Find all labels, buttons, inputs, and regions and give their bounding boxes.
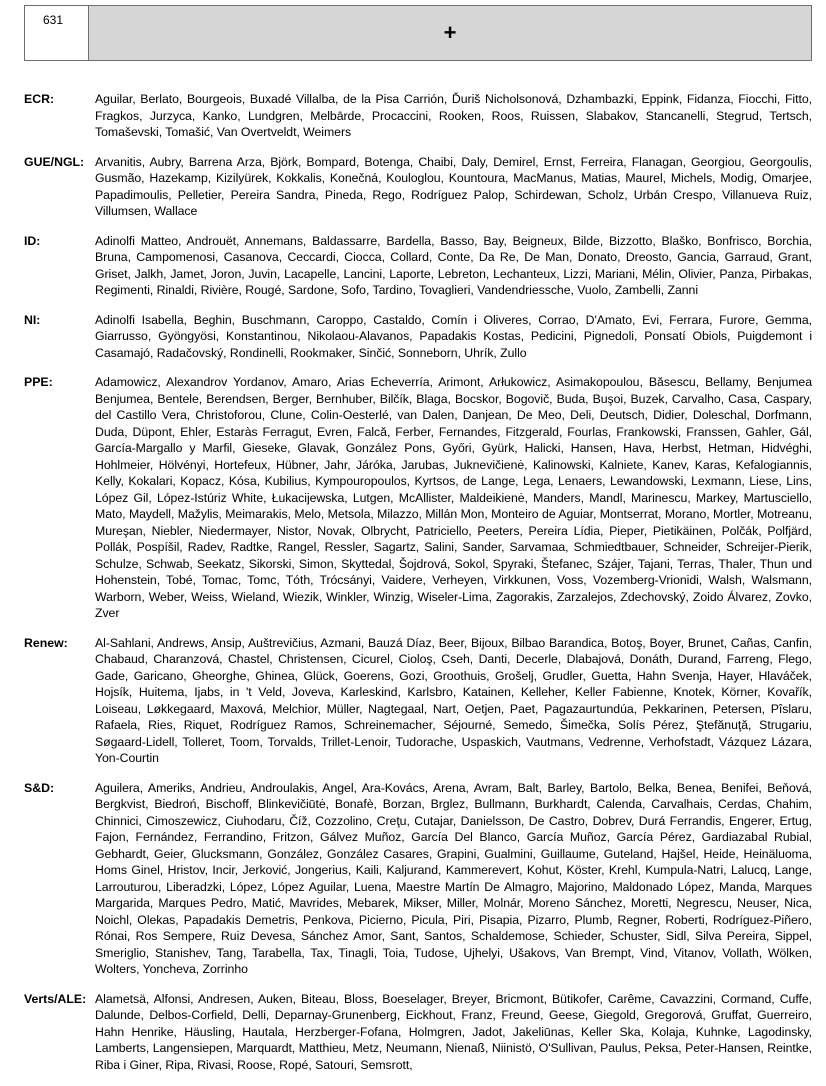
vote-result: +: [89, 6, 811, 60]
group-name: NI:: [24, 312, 41, 327]
group-verts-ale: [24, 991, 812, 1074]
vote-number: 631: [25, 6, 89, 60]
group-s-and-d: [24, 780, 812, 978]
group-members: Aguilar, Berlato, Bourgeois, Buxadé Villalba, de la Pisa Carrión, Ďuriš Nicholsonová, Dzhambazki, Eppink, Fidanza, Fiocchi, Fitto, Fragkos, Jurzyca, Kanko, Lundgren, Melbārde, Procaccini, Rooken, Roos, Ruissen, Slabakov, Stancanelli, Stegrud, Tertsch, Tomaševski, Tomašić, Van Overtveldt, Weimers: [95, 92, 812, 139]
group-members: Al-Sahlani, Andrews, Ansip, Auštrevičius, Azmani, Bauzá Díaz, Beer, Bijoux, Bilbao Barandica, Botoş, Boyer, Brunet, Cañas, Canfin, Chabaud, Charanzová, Chastel, Christensen, Cicurel, Cioloş, Cseh, Danti, Decerle, Dlabajová, Donáth, Durand, Farreng, Flego, Gade, Garicano, Gheorghe, Ghinea, Glück, Goerens, Gozi, Groothuis, Grošelj, Grudler, Guetta, Hahn Svenja, Hayer, Hlaváček, Hojsík, Huitema, Ijabs, in 't Veld, Joveva, Karleskind, Karlsbro, Katainen, Kelleher, Keller Fabienne, Knotek, Körner, Kovařík, Loiseau, Løkkegaard, Maxová, Melchior, Müller, Nagtegaal, Nart, Oetjen, Paet, Pagazaurtundúa, Pekkarinen, Petersen, Pîslaru, Rafaela, Ries, Riquet, Rodríguez Ramos, Schreinemacher, Séjourné, Semedo, Šimečka, Solís Pérez, Ştefănuţă, Strugariu, Søgaard-Lidell, Tolleret, Toom, Torvalds, Trillet-Lenoir, Tudorache, Uspaskich, Vautmans, Vedrenne, Verhofstadt, Vázquez Lázara, Yon-Courtin: [95, 635, 812, 765]
group-name: Verts/ALE:: [24, 991, 87, 1006]
vote-header: [24, 5, 812, 61]
group-name: PPE:: [24, 375, 53, 389]
group-name: S&D:: [24, 780, 55, 795]
group-members: Adinolfi Isabella, Beghin, Buschmann, Caroppo, Castaldo, Comín i Oliveres, Corrao, D'Amato, Evi, Ferrara, Furore, Gemma, Giarrusso, Gyöngyösi, Konstantinou, Nikolaou-Alavanos, Papadakis Kostas, Pedicini, Pignedoli, Ponsatí Obiols, Puigdemont i Casamajó, Radačovský, Rondinelli, Rookmaker, Sinčić, Sonneborn, Uhrík, Zullo: [95, 312, 812, 360]
group-name: ECR:: [24, 92, 55, 106]
group-list: [24, 91, 812, 1086]
group-name: ID:: [24, 233, 41, 248]
group-members: Arvanitis, Aubry, Barrena Arza, Björk, Bompard, Botenga, Chaibi, Daly, Demirel, Ernst, Ferreira, Flanagan, Georgiou, Georgoulis, Gusmão, Hazekamp, Kizilyürek, Kokkalis, Konečná, Kouloglou, Kountoura, MacManus, Matias, Maurel, Michels, Modig, Omarjee, Papadimoulis, Pelletier, Pereira Sandra, Pineda, Rego, Rodríguez Palop, Schirdewan, Scholz, Urbán Crespo, Villanueva Ruiz, Villumsen, Wallace: [95, 154, 812, 218]
group-members: Aguilera, Ameriks, Andrieu, Androulakis, Angel, Ara-Kovács, Arena, Avram, Balt, Barley, Bartolo, Belka, Benea, Benifei, Beňová, Bergkvist, Biedroń, Bischoff, Blinkevičiūtė, Bonafè, Borzan, Brglez, Bullmann, Burkhardt, Calenda, Carvalhais, Cerdas, Chahim, Chinnici, Cimoszewicz, Ciuhodaru, Číž, Cozzolino, Creţu, Cutajar, Danielsson, De Castro, Dobrev, Durá Ferrandis, Engerer, Ertug, Fajon, Fernández, Ferrandino, Fritzon, Gálvez Muñoz, García Del Blanco, García Muñoz, García Pérez, Gardiazabal Rubial, Gebhardt, Geier, Glucksmann, González, González Casares, Grapini, Gualmini, Guillaume, Guteland, Hajšel, Heide, Heinäluoma, Homs Ginel, Hristov, Incir, Jerković, Jongerius, Kaili, Kaljurand, Kammerevert, Kohut, Köster, Krehl, Kumpula-Natri, Lalucq, Lange, Larrouturou, Liberadzki, López, López Aguilar, Luena, Maestre Martín De Almagro, Majorino, Maldonado López, Manda, Marques Margarida, Marques Pedro, Matić, Mavrides, Mebarek, Mikser, Miller, Molnár, Moreno Sánchez, Moretti, Negrescu, Neuser, Nica, Noichl, Olekas, Papadakis Demetris, Penkova, Picierno, Picula, Piri, Pisapia, Pizarro, Plumb, Regner, Roberti, Rodríguez-Piñero, Rónai, Ros Sempere, Ruiz Devesa, Sánchez Amor, Sant, Santos, Schaldemose, Schieder, Schuster, Sidl, Silva Pereira, Sippel, Smeriglio, Stanishev, Tang, Tarabella, Tax, Tinagli, Toia, Tudose, Ujhelyi, Ušakovs, Van Brempt, Vind, Vitanov, Vollath, Wölken, Wolters, Yoncheva, Zorrinho: [95, 780, 812, 976]
group-ni: [24, 312, 812, 362]
group-id: [24, 233, 812, 299]
group-members: Adinolfi Matteo, Androuët, Annemans, Baldassarre, Bardella, Basso, Bay, Beigneux, Bilde, Bizzotto, Blaško, Bonfrisco, Borchia, Bruna, Campomenosi, Casanova, Ceccardi, Ciocca, Collard, Conte, Da Re, De Man, Donato, Dreosto, Gancia, Garraud, Grant, Griset, Jalkh, Jamet, Joron, Juvin, Lacapelle, Lancini, Laporte, Lebreton, Lechanteux, Lizzi, Mariani, Mélin, Olivier, Panza, Pirbakas, Regimenti, Rinaldi, Rivière, Rougé, Sardone, Sofo, Tardino, Tovaglieri, Vandendriessche, Vuolo, Zambelli, Zanni: [95, 233, 812, 297]
group-members: Adamowicz, Alexandrov Yordanov, Amaro, Arias Echeverría, Arimont, Arłukowicz, Asimakopoulou, Băsescu, Bellamy, Benjumea Benjumea, Bentele, Berendsen, Berger, Bernhuber, Bilčík, Blaga, Bocskor, Bogovič, Buda, Buşoi, Buzek, Carvalho, Casa, Caspary, del Castillo Vera, Christoforou, Clune, Colin-Oesterlé, van Dalen, Danjean, De Meo, Deli, Deutsch, Didier, Doleschal, Dorfmann, Duda, Düpont, Ehler, Estaràs Ferragut, Evren, Falcă, Ferber, Fernandes, Fitzgerald, Fourlas, Frankowski, Franssen, Gahler, Gál, García-Margallo y Marfil, Gieseke, Glavak, González Pons, Győri, Gyürk, Halicki, Hansen, Hava, Herbst, Hetman, Hidvéghi, Hohlmeier, Hölvényi, Hortefeux, Hübner, Jahr, Járóka, Jarubas, Juknevičienė, Kalinowski, Kalniete, Kanev, Karas, Kefalogiannis, Kelly, Kokalari, Kopacz, Kósa, Kubilius, Kympouropoulos, Kyrtsos, de Lange, Lega, Lenaers, Lewandowski, Lexmann, Liese, Lins, López Gil, López-Istúriz White, Łukacijewska, Lutgen, McAllister, Maldeikienė, Manders, Mandl, Marinescu, Markey, Martusciello, Mato, Maydell, Mažylis, Meimarakis, Melo, Metsola, Milazzo, Millán Mon, Monteiro de Aguiar, Montserrat, Morano, Mortler, Motreanu, Mureşan, Niebler, Niedermayer, Nistor, Novak, Olbrycht, Patriciello, Peeters, Pereira Lídia, Pieper, Pietikäinen, Polčák, Polfjärd, Pollák, Pospíšil, Radev, Radtke, Rangel, Ressler, Sagartz, Salini, Sander, Sarvamaa, Schmiedtbauer, Schneider, Schreijer-Pierik, Schulze, Schwab, Seekatz, Sikorski, Simon, Skyttedal, Šojdrová, Sokol, Spyraki, Štefanec, Szájer, Tajani, Terras, Thaler, Thun und Hohenstein, Tobé, Tomac, Tomc, Tóth, Trócsányi, Vaidere, Verheyen, Virkkunen, Voss, Vozemberg-Vrionidi, Walsh, Walsmann, Warborn, Weber, Weiss, Wieland, Wiezik, Winkler, Winzig, Wiseler-Lima, Zagorakis, Zarzalejos, Zdechovský, Zoido Álvarez, Zovko, Zver: [95, 375, 812, 620]
group-gue-ngl: [24, 154, 812, 220]
group-renew: [24, 635, 812, 767]
group-ppe: [24, 374, 812, 622]
group-members: Alametsä, Alfonsi, Andresen, Auken, Biteau, Bloss, Boeselager, Breyer, Bricmont, Bütikofer, Carême, Cavazzini, Cormand, Cuffe, Dalunde, Delbos-Corfield, Delli, Deparnay-Grunenberg, Eickhout, Franz, Freund, Geese, Giegold, Gregorová, Gruffat, Guerreiro, Hahn Henrike, Häusling, Hautala, Herzberger-Fofana, Holmgren, Jadot, Jakeliūnas, Keller Ska, Kolaja, Kuhnke, Lagodinsky, Lamberts, Langensiepen, Marquardt, Matthieu, Metz, Neumann, Nienaß, Niinistö, O'Sullivan, Paulus, Peksa, Peter-Hansen, Reintke, Riba i Giner, Ripa, Rivasi, Roose, Ropé, Satouri, Semsrott,: [95, 991, 812, 1072]
group-name: GUE/NGL:: [24, 154, 85, 169]
group-ecr: [24, 91, 812, 141]
group-name: Renew:: [24, 635, 68, 650]
